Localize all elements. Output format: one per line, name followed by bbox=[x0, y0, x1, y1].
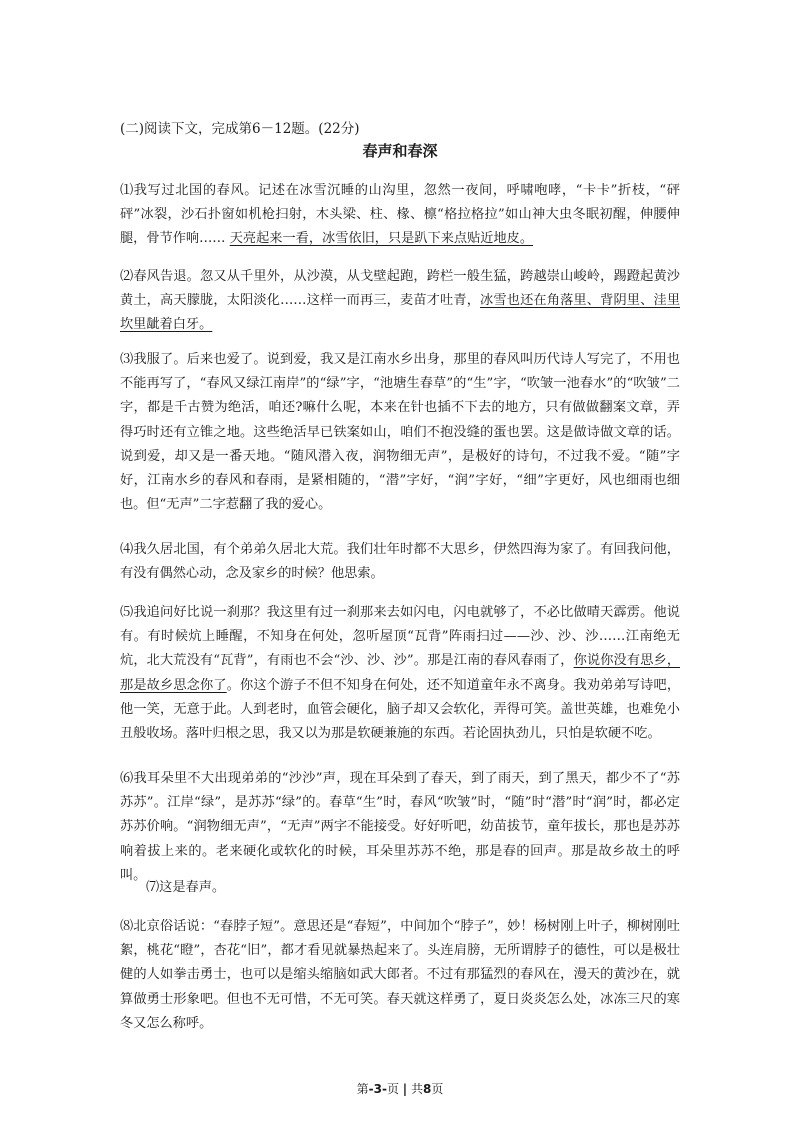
paragraph-1 bbox=[120, 179, 680, 252]
footer-page-number: 3 bbox=[373, 1082, 382, 1096]
paragraph-4 bbox=[120, 538, 680, 586]
paragraph-1-underlined: 天亮起来一看，冰雪依旧，只是趴下来点贴近地皮。 bbox=[229, 231, 534, 247]
question-intro: (二)阅读下文，完成第6－12题。(22分) bbox=[120, 121, 360, 137]
paragraph-5-text: ⑸我追问好比说一刹那？我这里有过一刹那来去如闪电，闪电就够了，不必比做晴天霹雳。他说有。有时候炕上睡醒，不知身在何处，忽听屋顶“瓦背”阵雨扫过——沙、沙、沙……江南绝无炕，北大荒没有“瓦背”，有雨也不会“沙、沙、沙”。那是江南的春风春雨了， bbox=[120, 605, 680, 669]
paragraph-8: ⑻北京俗话说：“春脖子短”。意思还是“春短”，中间加个“脖子”，妙！杨树刚上叶子，柳树刚吐絮，桃花“瞪”，杏花“旧”，都才看见就暴热起来了。头连肩膀，无所谓脖子的德性，可以是极壮健的人如拳击勇士，也可以是缩头缩脑如武大郎者。不过有那猛烈的春风在，漫天的黄沙在，就算做勇士形象吧。但也不无可惜，不无可笑。春天就这样勇了，夏日炎炎怎么处，冰冻三尺的寒冬又怎么称呼。 bbox=[120, 919, 680, 1031]
footer-prefix: 第 bbox=[356, 1082, 369, 1096]
paragraph-2-underlined: 冰雪也还在角落里、背阴里、洼里坎里龇着白牙。 bbox=[120, 293, 681, 333]
paragraph-5-underlined: 你说你没有思乡，那是故乡思念你了 bbox=[120, 653, 681, 693]
footer-middle: 页 bbox=[386, 1082, 399, 1096]
page-footer: 第-3-页 | 共8页 bbox=[356, 1082, 444, 1096]
paragraph-6-text: ⑹我耳朵里不大出现弟弟的“沙沙”声，现在耳朵到了春天，到了雨天，到了黑天，都少不了“苏苏苏”。江岸“绿”，是苏苏“绿”的。春草“生”时，春风“吹皱”时，“随”时“潜”时“润”时，都必定苏苏价响。“润物细无声”，“无声”两字不能接受。好好听吧，幼苗拔节，童年拔长，那也是苏苏响着拔上来的。老来硬化或软化的时候，耳朵里苏苏不绝，那是春的回声。那是故乡故土的呼叫。 bbox=[120, 771, 680, 883]
footer-total-suffix: 页 bbox=[431, 1082, 444, 1096]
paragraph-6 bbox=[120, 767, 680, 888]
paragraph-5 bbox=[120, 601, 680, 746]
footer-total-pages: 8 bbox=[423, 1082, 432, 1096]
paragraph-2 bbox=[120, 265, 680, 338]
paragraph-1-text: ⑴我写过北国的春风。记述在冰雪沉睡的山沟里，忽然一夜间，呼啸咆哮，“卡卡”折枝，“砰砰”冰裂，沙石扑窗如机枪扫射，木头梁、柱、椽、檩“格拉格拉”如山神大虫冬眠初醒，伸腰伸腿，骨节作响…… bbox=[120, 183, 680, 247]
paragraph-5-text-after: 。你这个游子不但不知身在何处，还不知道童年永不离身。我劝弟弟写诗吧，他一笑，无意于此。人到老时，血管会硬化，脑子却又会软化，弄得可笑。盖世英雄，也难免小丑般收场。落叶归根之思，我又以为那是软硬兼施的东西。若论固执劲儿，只怕是软硬不吃。 bbox=[120, 677, 681, 742]
paragraph-2-text: ⑵春风告退。忽又从千里外，从沙漠，从戈壁起跑，跨栏一般生猛，跨越崇山峻岭，踢蹬起黄沙黄土，高天朦胧，太阳淡化……这样一而再三，麦苗才吐青， bbox=[120, 269, 680, 309]
footer-separator: | bbox=[402, 1082, 408, 1096]
paragraph-4-text: ⑷我久居北国，有个弟弟久居北大荒。我们壮年时都不大思乡，伊然四海为家了。有回我问他，有没有偶然心动，念及家乡的时候？他思索。 bbox=[120, 542, 680, 582]
paragraph-3-text: ⑶我服了。后来也爱了。说到爱，我又是江南水乡出身，那里的春风叫历代诗人写完了，不用也不能再写了，“春风又绿江南岸”的“绿”字，“池塘生春草”的“生”字，“吹皱一池春水”的“吹皱”二字，都是千古赞为绝活，咱还?嘛什么呢，本来在针也插不下去的地方，只有做做翻案文章，弄得巧时还有立锥之地。这些绝活早已铁案如山，咱们不抱没缝的蛋也罢。这是做诗做文章的话。说到爱，却又是一番天地。“随风潜入夜，润物细无声”，是极好的诗句，不过我不爱。“随”字好，江南水乡的春风和春雨，是紧相随的，“潜”字好，“润”字好，“细”字更好，风也细雨也细也。但“无声”二字惹翻了我的爱心。 bbox=[120, 352, 680, 513]
article-title: 春声和春深 bbox=[362, 142, 438, 160]
paragraph-3 bbox=[120, 348, 680, 517]
paragraph-7: ⑺这是春声。 bbox=[146, 880, 226, 895]
footer-total-prefix: 共 bbox=[411, 1082, 424, 1096]
